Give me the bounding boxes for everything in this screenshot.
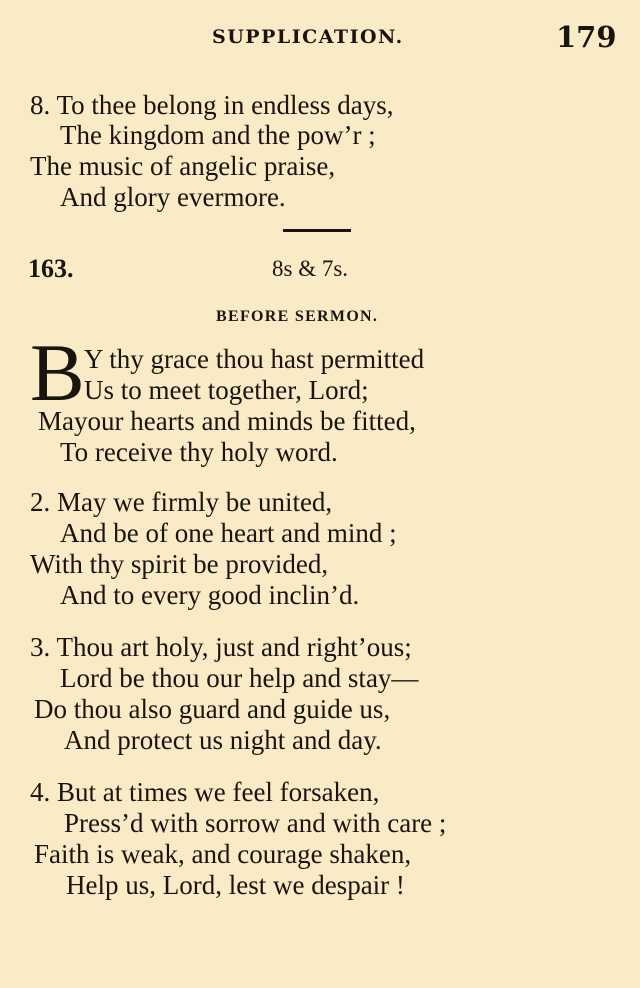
verse-line: Y thy grace thou hast permitted: [84, 344, 425, 374]
page-number: 179: [556, 20, 617, 54]
verse-line: 3. Thou art holy, just and right’ous;: [30, 632, 412, 662]
drop-cap: B: [30, 327, 85, 418]
verse-line: To receive thy holy word.: [60, 437, 338, 467]
verse-line: The kingdom and the pow’r ;: [60, 120, 376, 150]
verse-line: And protect us night and day.: [64, 725, 382, 755]
verse-line: And be of one heart and mind ;: [60, 518, 397, 548]
verse-line: And glory evermore.: [60, 182, 286, 212]
verse-line: And to every good inclin’d.: [60, 580, 360, 610]
verse-line: Help us, Lord, lest we despair !: [66, 870, 405, 900]
verse-line: 2. May we firmly be united,: [30, 487, 333, 517]
verse-line: Faith is weak, and courage shaken,: [34, 839, 412, 869]
verse-line: With thy spirit be provided,: [30, 549, 329, 579]
verse-line: Lord be thou our help and stay—: [60, 663, 419, 693]
section-title: SUPPLICATION.: [212, 26, 404, 48]
section-divider: [283, 229, 351, 232]
hymn-meter: 8s & 7s.: [272, 256, 349, 281]
verse-line: 8. To thee belong in endless days,: [30, 90, 394, 120]
verse-line: Press’d with sorrow and with care ;: [64, 808, 447, 838]
verse-line: The music of angelic praise,: [30, 151, 336, 181]
verse-line: Mayour hearts and minds be fitted,: [38, 406, 416, 436]
verse-line: 4. But at times we feel forsaken,: [30, 777, 380, 807]
hymn-occasion: BEFORE SERMON.: [216, 308, 379, 325]
verse-line: Us to meet together, Lord;: [84, 375, 369, 405]
hymn-number: 163.: [28, 254, 74, 283]
verse-line: Do thou also guard and guide us,: [34, 694, 391, 724]
